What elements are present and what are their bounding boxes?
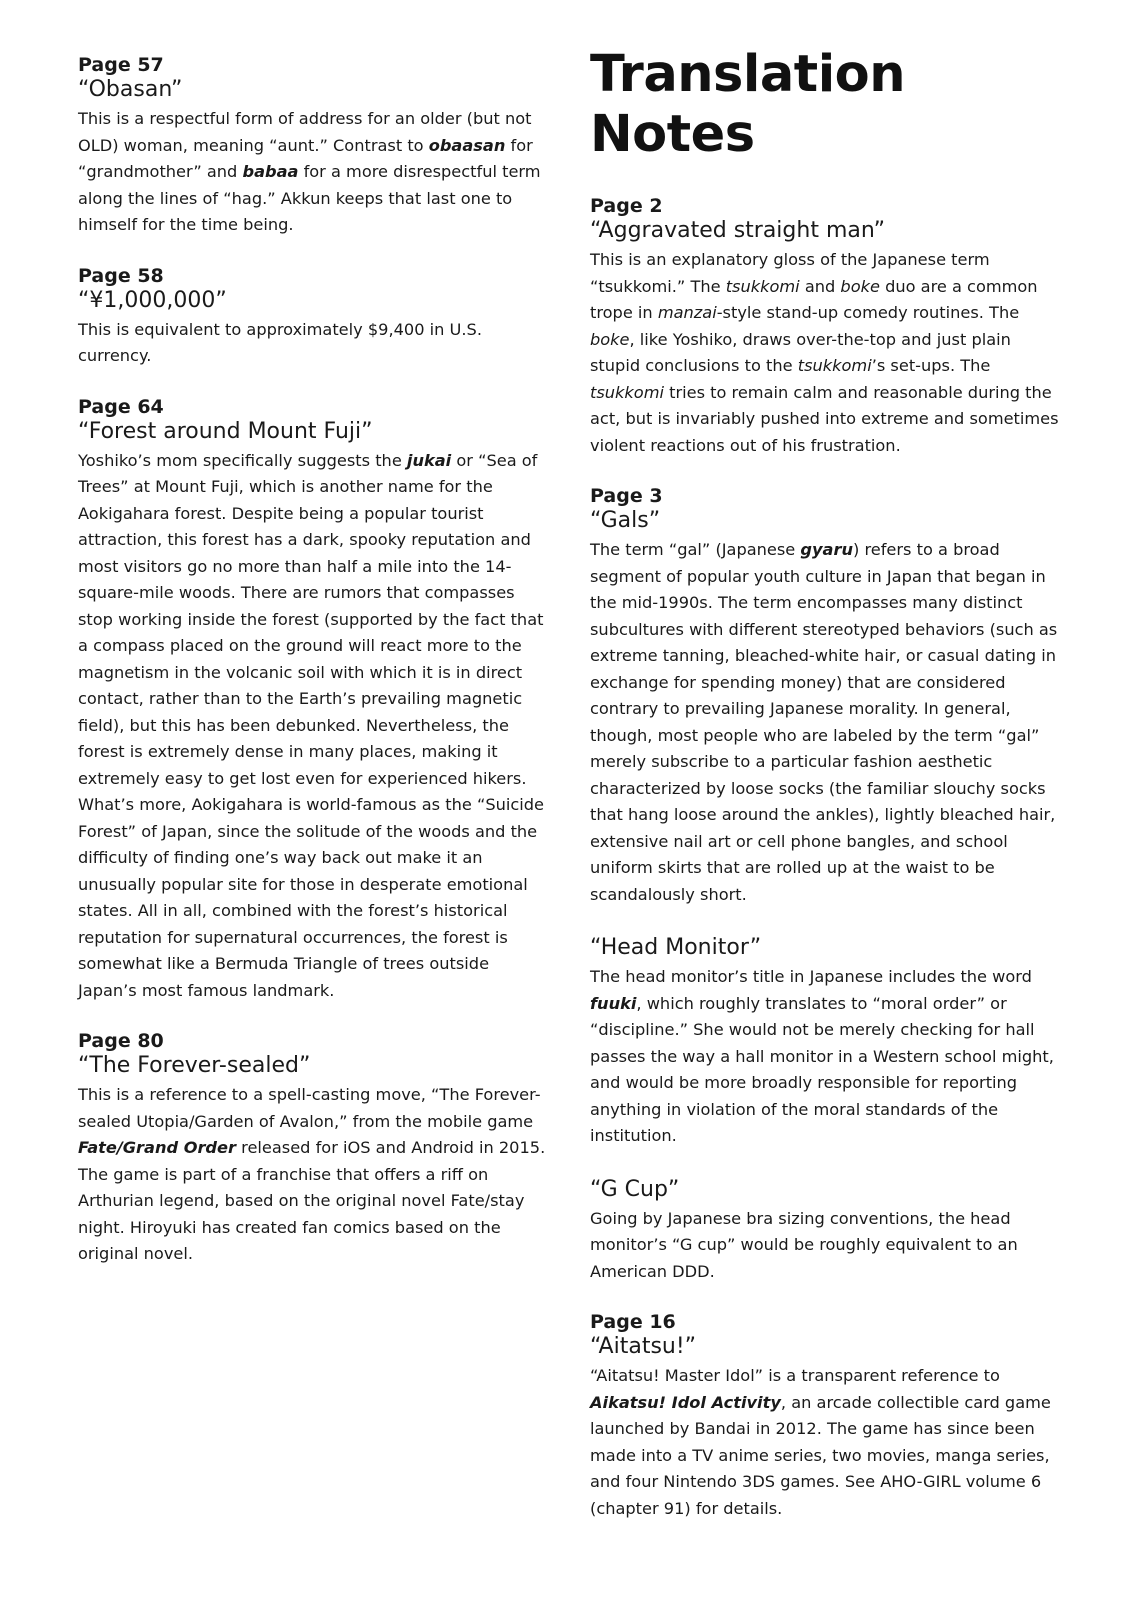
note-heading: “Aitatsu!” — [590, 1334, 697, 1359]
note-heading: “The Forever-sealed” — [78, 1053, 311, 1078]
note-body — [78, 448, 548, 1005]
note-page-label: Page 57 — [78, 54, 164, 76]
note-heading: “Aggravated straight man” — [590, 218, 885, 243]
note-text-segment: Going by Japanese bra sizing conventions, the head monitor’s “G cup” would be roughly equivalent to an American DDD. — [590, 1208, 1018, 1281]
note-heading: “¥1,000,000” — [78, 287, 227, 313]
note-text-segment: Fate/Grand Order — [78, 1138, 236, 1157]
note-text-segment: This is a reference to a spell-casting move, “The Forever-sealed Utopia/Garden of Avalon,” from the mobile game — [78, 1085, 541, 1131]
note-text-segment: , like Yoshiko, draws over-the-top and just plain stupid conclusions to the — [590, 329, 1011, 375]
translation-note — [78, 54, 548, 239]
note-text-segment: jukai — [406, 450, 452, 470]
note-text-segment: fuuki — [590, 993, 637, 1013]
translation-note — [590, 1176, 1065, 1286]
translation-note — [78, 265, 548, 370]
note-text-segment: obaasan — [428, 135, 506, 155]
note-text-segment: , an arcade collectible card game launched by Bandai in 2012. The game has since been made into a TV anime series, two movies, manga series, and four Nintendo 3DS games. See AHO-GIRL volume 6 (chapter 91) for details. — [590, 1392, 1051, 1518]
note-page-label: Page 2 — [590, 195, 663, 217]
translation-note — [78, 396, 548, 1005]
note-text-segment: tsukkomi — [725, 276, 800, 296]
note-text-segment: babaa — [242, 162, 299, 181]
note-text-segment: ) refers to a broad segment of popular youth culture in Japan that began in the mid-1990s. The term encompasses many distinct subcultures with different stereotyped behaviors (such as extreme tanning, bleached-white hair, or casual dating in exchange for spending money) that are considered contrary to prevailing Japanese morality. In general, though, most people who are labeled by the term “gal” merely subscribe to a particular fashion aesthetic characterized by loose socks (the familiar slouchy socks that hang loose around the ankles), lightly bleached hair, extensive nail art or cell phone bangles, and school uniform skirts that are rolled up at the waist to be scandalously short. — [590, 540, 1058, 904]
note-heading: “Gals” — [590, 508, 661, 533]
note-text-segment: manzai — [657, 303, 717, 322]
note-body — [78, 106, 548, 239]
note-text-segment: tries to remain calm and reasonable during the act, but is invariably pushed into extreme and sometimes violent reactions out of his frustration. — [590, 382, 1059, 455]
note-page-label: Page 64 — [78, 395, 164, 418]
note-body — [78, 317, 548, 370]
note-heading: “Forest around Mount Fuji” — [78, 418, 373, 444]
note-heading: “Head Monitor” — [590, 935, 762, 960]
note-text-segment: or “Sea of Trees” at Mount Fuji, which is another name for the Aokigahara forest. Despite being a popular tourist attraction, this forest has a dark, spooky reputation and most visitors go no more than half a mile into the 14-square-mile woods. There are rumors that compasses stop working inside the forest (supported by the fact that a compass placed on the ground will react more to the magnetism in the volcanic soil with which it is in direct contact, rather than to the Earth’s prevailing magnetic field), but this has been debunked. Nevertheless, the forest is extremely dense in many places, making it extremely easy to get lost even for experienced hikers. What’s more, Aokigahara is world-famous as the “Suicide Forest” of Japan, since the solitude of the woods and the difficulty of finding one’s way back out make it an unusually popular site for those in desperate emotional states. All in all, combined with the forest’s historical reputation for supernatural occurrences, the forest is somewhat like a Bermuda Triangle of trees outside Japan’s most famous landmark. — [78, 450, 545, 1000]
note-text-segment: tsukkomi — [797, 356, 872, 375]
note-text-segment: The head monitor’s title in Japanese includes the word — [590, 967, 1032, 986]
note-text-segment: , which roughly translates to “moral order” or “discipline.” She would not be merely checking for hall passes the way a hall monitor in a Western school might, and would be more broadly responsible for reporting anything in violation of the moral standards of the institution. — [590, 993, 1054, 1145]
note-text-segment: gyaru — [800, 540, 853, 559]
note-page-label: Page 16 — [590, 1311, 676, 1333]
note-text-segment: -style stand-up comedy routines. The — [716, 303, 1020, 322]
note-text-segment: Yoshiko’s mom specifically suggests the — [78, 450, 407, 470]
note-text-segment: boke — [590, 329, 630, 349]
note-text-segment: released for iOS and Android in 2015. The game is part of a franchise that offers a riff on Arthurian legend, based on the original novel Fate/stay night. Hiroyuki has created fan comics based on the original novel. — [78, 1138, 546, 1263]
right-column — [590, 45, 1065, 1548]
note-text-segment: boke — [840, 276, 880, 296]
page-title: Translation Notes — [590, 45, 906, 164]
translation-note — [590, 1311, 1065, 1522]
note-body — [590, 1363, 1065, 1522]
note-text-segment: duo are a common trope in — [590, 276, 1038, 322]
note-body — [590, 1206, 1065, 1286]
note-text-segment: and — [799, 276, 841, 296]
translation-note — [590, 934, 1065, 1150]
note-text-segment: This is a respectful form of address for an older (but not OLD) woman, meaning “aunt.” Contrast to — [78, 109, 532, 155]
translation-note — [590, 485, 1065, 908]
translation-note — [590, 195, 1065, 459]
note-text-segment: Aikatsu! Idol Activity — [590, 1392, 781, 1412]
note-text-segment: The term “gal” (Japanese — [590, 540, 801, 559]
note-text-segment: This is an explanatory gloss of the Japanese term “tsukkomi.” The — [590, 250, 990, 296]
note-page-label: Page 3 — [590, 485, 663, 507]
note-body — [78, 1082, 548, 1268]
translation-note — [78, 1030, 548, 1268]
note-text-segment: “Aitatsu! Master Idol” is a transparent reference to — [590, 1366, 1000, 1385]
note-body — [590, 247, 1065, 459]
note-body — [590, 537, 1065, 908]
note-heading: “G Cup” — [590, 1176, 680, 1202]
note-text-segment: tsukkomi — [590, 382, 664, 402]
left-column — [78, 54, 548, 1294]
note-heading: “Obasan” — [78, 77, 183, 102]
note-page-label: Page 80 — [78, 1030, 164, 1052]
note-text-segment: ’s set-ups. The — [871, 356, 991, 375]
note-body — [590, 964, 1065, 1150]
note-page-label: Page 58 — [78, 264, 164, 287]
right-notes — [590, 195, 1065, 1522]
note-text-segment: for “grandmother” and — [78, 135, 533, 181]
note-text-segment: This is equivalent to approximately $9,400 in U.S. currency. — [78, 319, 482, 365]
note-text-segment: for a more disrespectful term along the lines of “hag.” Akkun keeps that last one to himself for the time being. — [78, 162, 541, 234]
